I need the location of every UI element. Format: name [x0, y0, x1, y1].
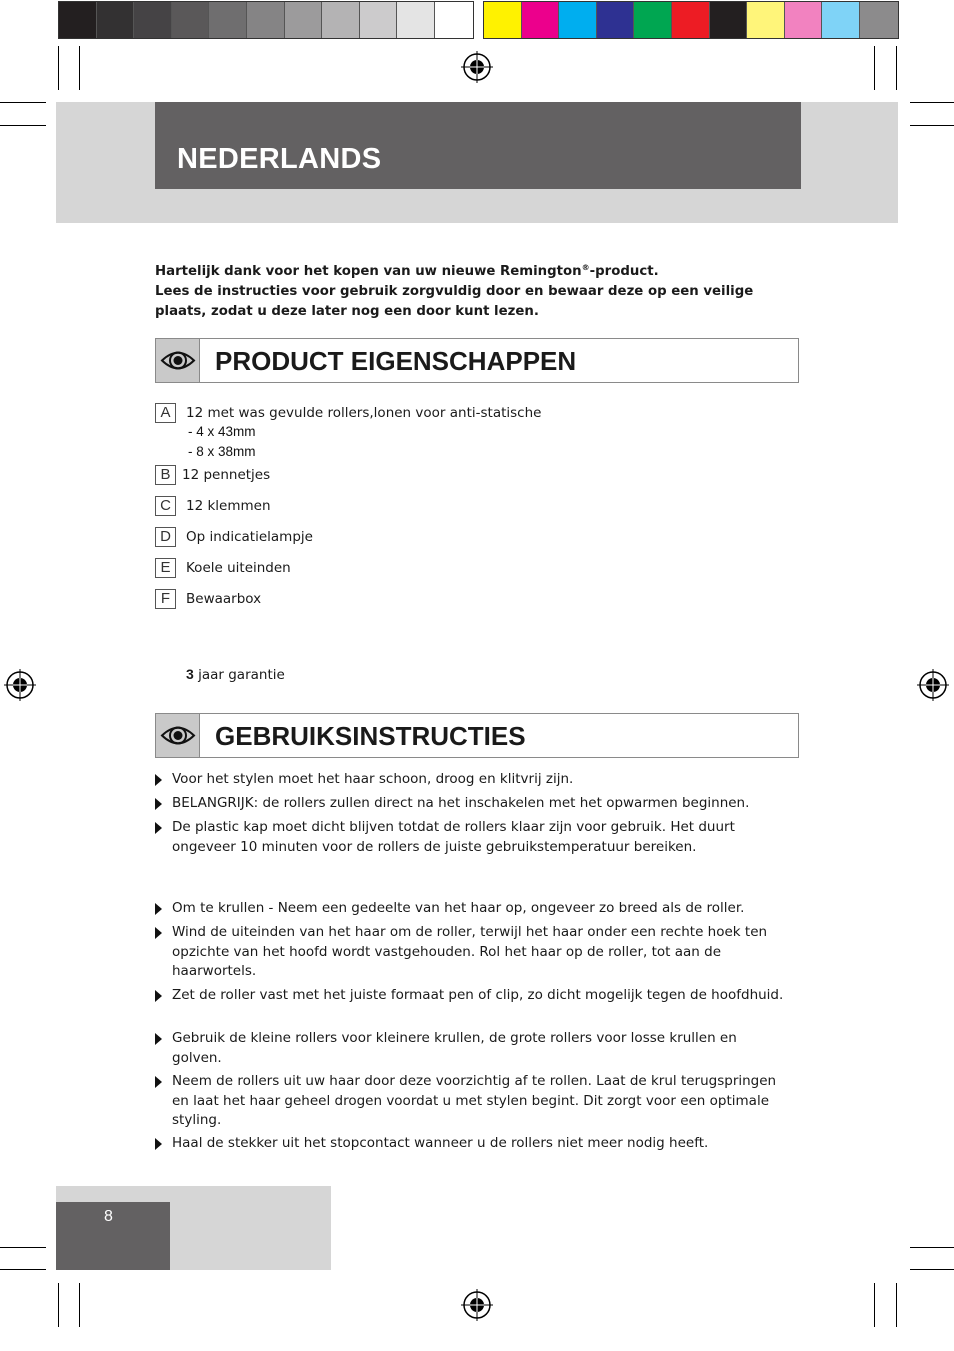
color-swatch — [97, 2, 135, 38]
intro-line-2: Lees de instructies voor gebruik zorgvuldig door en bewaar deze op een veilige plaats, zodat u deze later nog een door kunt lezen. — [155, 284, 754, 319]
feature-letter: A — [155, 403, 176, 423]
registration-mark-icon — [461, 1289, 493, 1321]
bullet-arrow-icon — [155, 1138, 162, 1150]
feature-text: 12 pennetjes — [182, 467, 271, 483]
instruction-text: Haal de stekker uit het stopcontact wanneer u de rollers niet meer nodig heeft. — [172, 1135, 709, 1151]
color-swatch — [785, 2, 823, 38]
instruction-item — [155, 1134, 785, 1154]
registration-mark-icon — [461, 51, 493, 83]
instruction-text: Neem de rollers uit uw haar door deze voorzichtig af te rollen. Laat de krul terugspringen en laat het haar geheel drogen voordat u met stylen begint. Dit zorgt voor een optimale styling. — [172, 1073, 777, 1128]
process-color-bar — [483, 1, 899, 39]
instruction-item — [155, 899, 785, 919]
feature-letter: B — [155, 465, 176, 485]
color-swatch — [559, 2, 597, 38]
registration-mark-icon — [4, 669, 36, 701]
section-header-product-features — [155, 338, 799, 383]
instruction-text: BELANGRIJK: de rollers zullen direct na het inschakelen met het opwarmen beginnen. — [172, 795, 750, 811]
color-swatch — [247, 2, 285, 38]
section-title: GEBRUIKSINSTRUCTIES — [215, 721, 526, 751]
section-header-usage-instructions — [155, 713, 799, 758]
feature-letter: D — [155, 527, 176, 547]
bullet-arrow-icon — [155, 927, 162, 939]
color-swatch — [710, 2, 748, 38]
feature-text: Koele uiteinden — [186, 560, 291, 576]
color-swatch — [59, 2, 97, 38]
color-swatch — [634, 2, 672, 38]
color-swatch — [860, 2, 898, 38]
color-swatch — [484, 2, 522, 38]
feature-text: Bewaarbox — [186, 591, 262, 607]
color-swatch — [397, 2, 435, 38]
bullet-arrow-icon — [155, 1076, 162, 1088]
color-swatch — [322, 2, 360, 38]
instruction-item — [155, 794, 785, 814]
instruction-item — [155, 923, 785, 982]
instruction-item — [155, 1029, 785, 1068]
roller-size-line: - 4 x 43mm — [188, 424, 256, 439]
footer-page-tab — [56, 1202, 170, 1270]
bullet-arrow-icon — [155, 990, 162, 1002]
instruction-text: Wind de uiteinden van het haar om de roller, terwijl het haar onder een rechte hoek ten opzichte van het hoofd wordt vastgehouden. Rol het haar op de roller, tot aan de haarwortels. — [172, 924, 768, 979]
intro-line-1: Hartelijk dank voor het kopen van uw nieuwe Remington®-product. — [155, 263, 659, 279]
bullet-arrow-icon — [155, 798, 162, 810]
registration-mark-icon — [917, 669, 949, 701]
color-swatch — [597, 2, 635, 38]
eye-icon — [156, 339, 200, 382]
bullet-arrow-icon — [155, 774, 162, 786]
feature-letter: C — [155, 496, 176, 516]
instruction-text: Zet de roller vast met het juiste formaat pen of clip, zo dicht mogelijk tegen de hoofdhuid. — [172, 987, 784, 1003]
feature-letter: E — [155, 558, 176, 578]
guarantee-text: 3 jaar garantie — [186, 666, 285, 683]
instruction-text: Om te krullen - Neem een gedeelte van het haar op, ongeveer zo breed als de roller. — [172, 900, 745, 916]
instruction-item — [155, 986, 785, 1006]
bullet-arrow-icon — [155, 903, 162, 915]
instruction-text: Gebruik de kleine rollers voor kleinere krullen, de grote rollers voor losse krullen en golven. — [172, 1030, 737, 1066]
instruction-item — [155, 818, 785, 857]
feature-text: 12 klemmen — [186, 498, 271, 514]
color-swatch — [209, 2, 247, 38]
instruction-item — [155, 1072, 785, 1131]
bullet-arrow-icon — [155, 1033, 162, 1045]
color-swatch — [822, 2, 860, 38]
feature-text: Op indicatielampje — [186, 529, 313, 545]
roller-size-line: - 8 x 38mm — [188, 444, 256, 459]
page-number: 8 — [104, 1208, 113, 1225]
grayscale-color-bar — [58, 1, 474, 39]
color-swatch — [285, 2, 323, 38]
color-swatch — [672, 2, 710, 38]
color-swatch — [522, 2, 560, 38]
color-swatch — [435, 2, 473, 38]
color-swatch — [360, 2, 398, 38]
intro-text — [155, 258, 795, 322]
feature-letter: F — [155, 589, 176, 609]
color-swatch — [172, 2, 210, 38]
color-swatch — [747, 2, 785, 38]
instruction-item — [155, 770, 785, 790]
instruction-text: De plastic kap moet dicht blijven totdat de rollers klaar zijn voor gebruik. Het duurt ongeveer 10 minuten voor de rollers de juiste gebruikstemperatuur bereiken. — [172, 819, 735, 855]
instruction-text: Voor het stylen moet het haar schoon, droog en klitvrij zijn. — [172, 771, 574, 787]
eye-icon — [156, 714, 200, 757]
bullet-arrow-icon — [155, 822, 162, 834]
feature-text: 12 met was gevulde rollers,lonen voor anti-statische — [186, 405, 542, 421]
section-title: PRODUCT EIGENSCHAPPEN — [215, 346, 577, 376]
page-title: NEDERLANDS — [177, 143, 382, 175]
color-swatch — [134, 2, 172, 38]
